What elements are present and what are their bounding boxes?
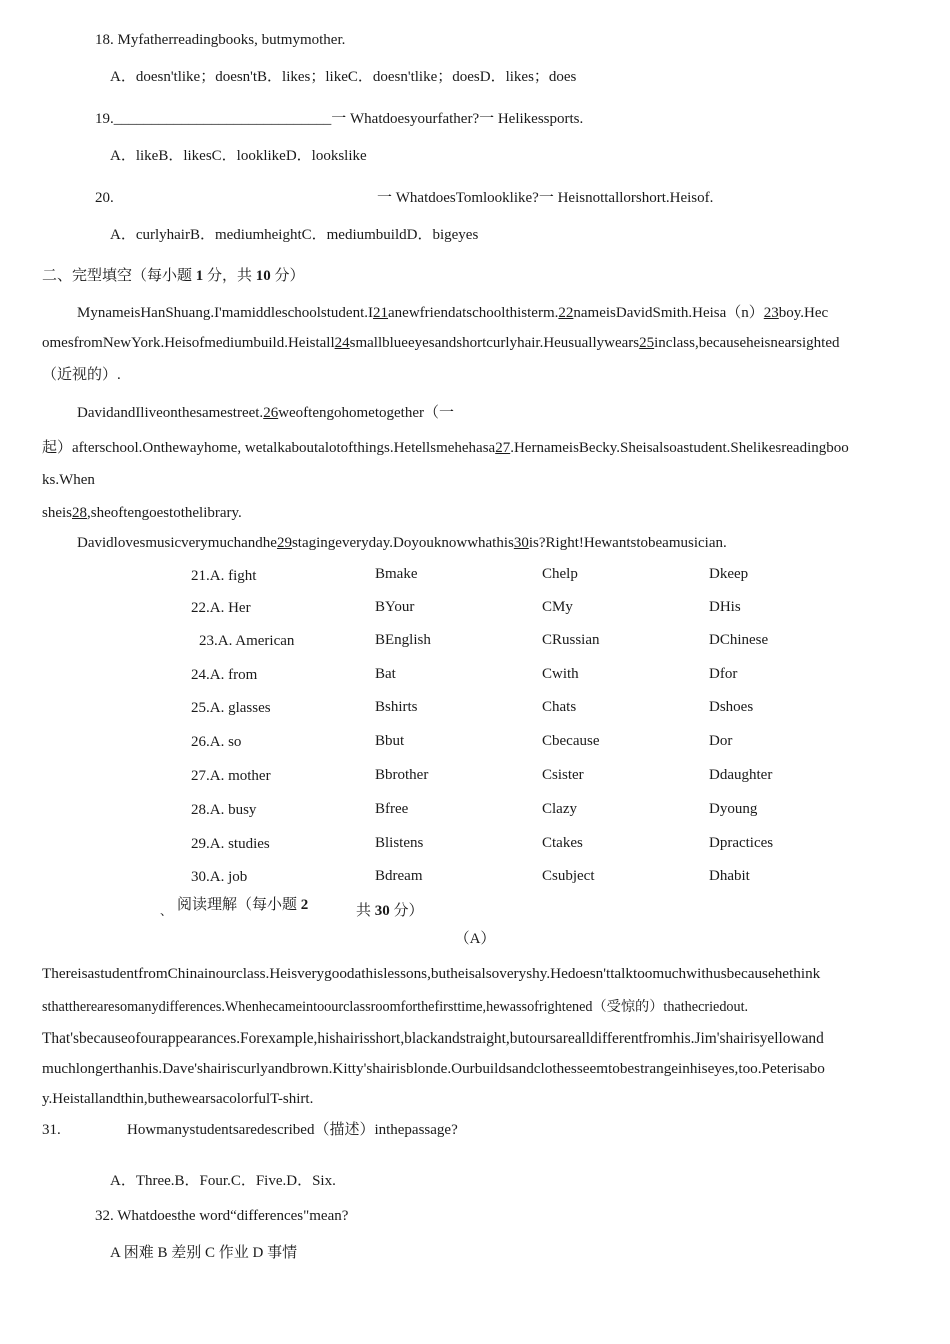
choice-a: 24.A. from (191, 667, 258, 683)
cloze-text: ,sheoftengoestothelibrary. (87, 505, 242, 521)
blank-27: 27 (495, 440, 511, 456)
cloze-text: .HernameisBecky.Sheisalsoastudent.Shelikesreadingboo (510, 440, 849, 456)
choice-a: 26.A. so (191, 734, 242, 750)
section2-title (42, 266, 305, 286)
cloze-line-7 (42, 503, 242, 523)
choice-c: Chelp (542, 566, 578, 582)
choice-c: CRussian (542, 632, 600, 648)
cloze-text: stagingeveryday.Doyouknowwhathis (291, 535, 514, 551)
blank-28: 28 (72, 505, 87, 521)
q20-stem: 一 WhatdoesTomlooklike?一 Heisnottallorshort.Heisof. (377, 190, 714, 206)
choice-b: Bfree (375, 801, 409, 817)
cloze-line-5 (42, 438, 849, 458)
section3-score-each: 2 (300, 897, 309, 913)
q31-number: 31. (42, 1122, 61, 1138)
section2-score-total: 10 (255, 268, 271, 284)
choice-d: DChinese (709, 632, 769, 648)
cloze-text: omesfromNewYork.Heisofmediumbuild.Heistall (42, 335, 335, 351)
choice-a: 30.A. job (191, 869, 248, 885)
choice-d: Dkeep (709, 566, 749, 582)
choice-b: BEnglish (375, 632, 431, 648)
cloze-text: is?Right!Hewantstobeamusician. (528, 535, 727, 551)
blank-24: 24 (334, 335, 350, 351)
cloze-line-3: （近视的）. (42, 367, 121, 383)
choice-b: Bbrother (375, 767, 429, 783)
choice-a: 23.A. American (199, 633, 295, 649)
cloze-text: nameisDavidSmith.Heisa（n） (573, 305, 764, 321)
cloze-text: boy.Hec (778, 305, 829, 321)
passage-line-1: ThereisastudentfromChinainourclass.Heisverygoodathislessons,butheisalsoveryshy.Hedoesn'ttalktoomuchwithusbecausehethink (42, 965, 821, 982)
cloze-line-8 (77, 533, 727, 553)
section3-title-text3: 分） (389, 903, 424, 919)
q19-number: 19. (95, 111, 114, 127)
choice-c: CMy (542, 599, 573, 615)
choice-a: 22.A. Her (191, 600, 251, 616)
q32-options: A 困难 B 差别 C 作业 D 事情 (110, 1245, 298, 1261)
cloze-text: smallblueeyesandshortcurlyhair.Heusuallywears (349, 335, 640, 351)
choice-a: 25.A. glasses (191, 700, 271, 716)
section3-title-text2: 共 (356, 903, 375, 919)
cloze-text: sheis (42, 505, 72, 521)
choice-a: 28.A. busy (191, 802, 257, 818)
cloze-text: anewfriendatschoolthisterm. (388, 305, 559, 321)
choice-b: Blistens (375, 835, 424, 851)
choice-b: Bshirts (375, 699, 418, 715)
blank-30: 30 (513, 535, 529, 551)
choice-b: Bmake (375, 566, 418, 582)
passage-line-2: sthattherearesomanydifferences.Whenhecameintoourclassroomforthefirsttime,hewassofrightened（受惊的）thathecriedout. (42, 999, 749, 1015)
q18-stem: 18. Myfatherreadingbooks, butmymother. (95, 32, 346, 48)
q19-stem: 一 Whatdoesyourfather?一 Helikessports. (331, 111, 584, 127)
section3-title-text: 阅读理解（每小题 (177, 897, 301, 913)
choice-d: Dhabit (709, 868, 750, 884)
section2-title-text: 二、完型填空（每小题 (42, 268, 196, 284)
choice-b: Bdream (375, 868, 423, 884)
cloze-text: weoftengohometogether（一 (278, 405, 454, 421)
choice-d: Dshoes (709, 699, 754, 715)
section3-title-total (356, 901, 424, 921)
cloze-text: MynameisHanShuang.I'mamiddleschoolstudent.I (77, 305, 373, 321)
blank-21: 21 (373, 305, 388, 321)
cloze-text: Davidlovesmusicverymuchandhe (77, 535, 277, 551)
choice-d: DHis (709, 599, 741, 615)
cloze-line-4 (77, 403, 454, 423)
cloze-line-2 (42, 333, 839, 353)
choice-c: Clazy (542, 801, 577, 817)
blank-22: 22 (558, 305, 574, 321)
cloze-text: DavidandIliveonthesamestreet. (77, 405, 264, 421)
choice-a: 29.A. studies (191, 836, 270, 852)
q19-options: A．likeB．likesC．looklikeD．lookslike (110, 148, 367, 164)
choice-c: Cbecause (542, 733, 600, 749)
passage-line-3: That'sbecauseofourappearances.Forexample,hishairisshort,blackandstraight,butoursarealldifferentfromhis.Jim'shairisyellowand (42, 1030, 824, 1047)
choice-c: Csister (542, 767, 584, 783)
section3-title (177, 895, 308, 915)
passage-line-4: muchlongerthanhis.Dave'shairiscurlyandbrown.Kitty'shairisblonde.Ourbuildsandclothesseemtobestrangeinhiseyes,too.Peterisabo (42, 1060, 825, 1077)
choice-a: 21.A. fight (191, 568, 257, 584)
q31-options: A．Three.B．Four.C．Five.D．Six. (110, 1173, 336, 1189)
choice-d: Dor (709, 733, 733, 749)
choice-c: Cwith (542, 666, 579, 682)
blank-29: 29 (276, 535, 292, 551)
choice-b: Bat (375, 666, 396, 682)
q19-blank: _____________________________ (113, 111, 332, 127)
cloze-text: inclass,becauseheisnearsighted (654, 335, 840, 351)
choice-d: Dyoung (709, 801, 758, 817)
section3-mark: 、 (160, 904, 173, 918)
q32-stem: 32. Whatdoesthe word“differences"mean? (95, 1208, 349, 1224)
choice-c: Ctakes (542, 835, 583, 851)
choice-d: Ddaughter (709, 767, 773, 783)
choice-b: Bbut (375, 733, 405, 749)
section2-score-each: 1 (195, 268, 204, 284)
passage-line-5: y.Heistallandthin,buthewearsacolorfulT-shirt. (42, 1091, 314, 1107)
section3-score-total: 30 (374, 903, 390, 919)
choice-a: 27.A. mother (191, 768, 271, 784)
q20-options: A．curlyhairB．mediumheightC．mediumbuildD．bigeyes (110, 227, 479, 243)
q31-stem: Howmanystudentsaredescribed（描述）inthepassage? (127, 1122, 458, 1138)
blank-23: 23 (763, 305, 779, 321)
section2-title-text3: 分） (270, 268, 305, 284)
choice-b: BYour (375, 599, 415, 615)
choice-c: Chats (542, 699, 577, 715)
section2-title-text2: 分，共 (203, 268, 256, 284)
choice-c: Csubject (542, 868, 595, 884)
part-a-heading: （A） (454, 931, 496, 947)
q18-options: A．doesn'tlike；doesn'tB．likes；likeC．doesn'tlike；doesD．likes；does (110, 69, 577, 85)
cloze-line-1 (77, 303, 828, 323)
blank-26: 26 (263, 405, 279, 421)
cloze-line-6: ks.When (42, 472, 95, 488)
choice-d: Dfor (709, 666, 738, 682)
q19 (95, 109, 583, 129)
cloze-text: 起）afterschool.Onthewayhome, wetalkaboutalotofthings.Hetellsmehehasa (42, 440, 496, 456)
q20-number: 20. (95, 190, 114, 206)
choice-d: Dpractices (709, 835, 774, 851)
blank-25: 25 (639, 335, 655, 351)
